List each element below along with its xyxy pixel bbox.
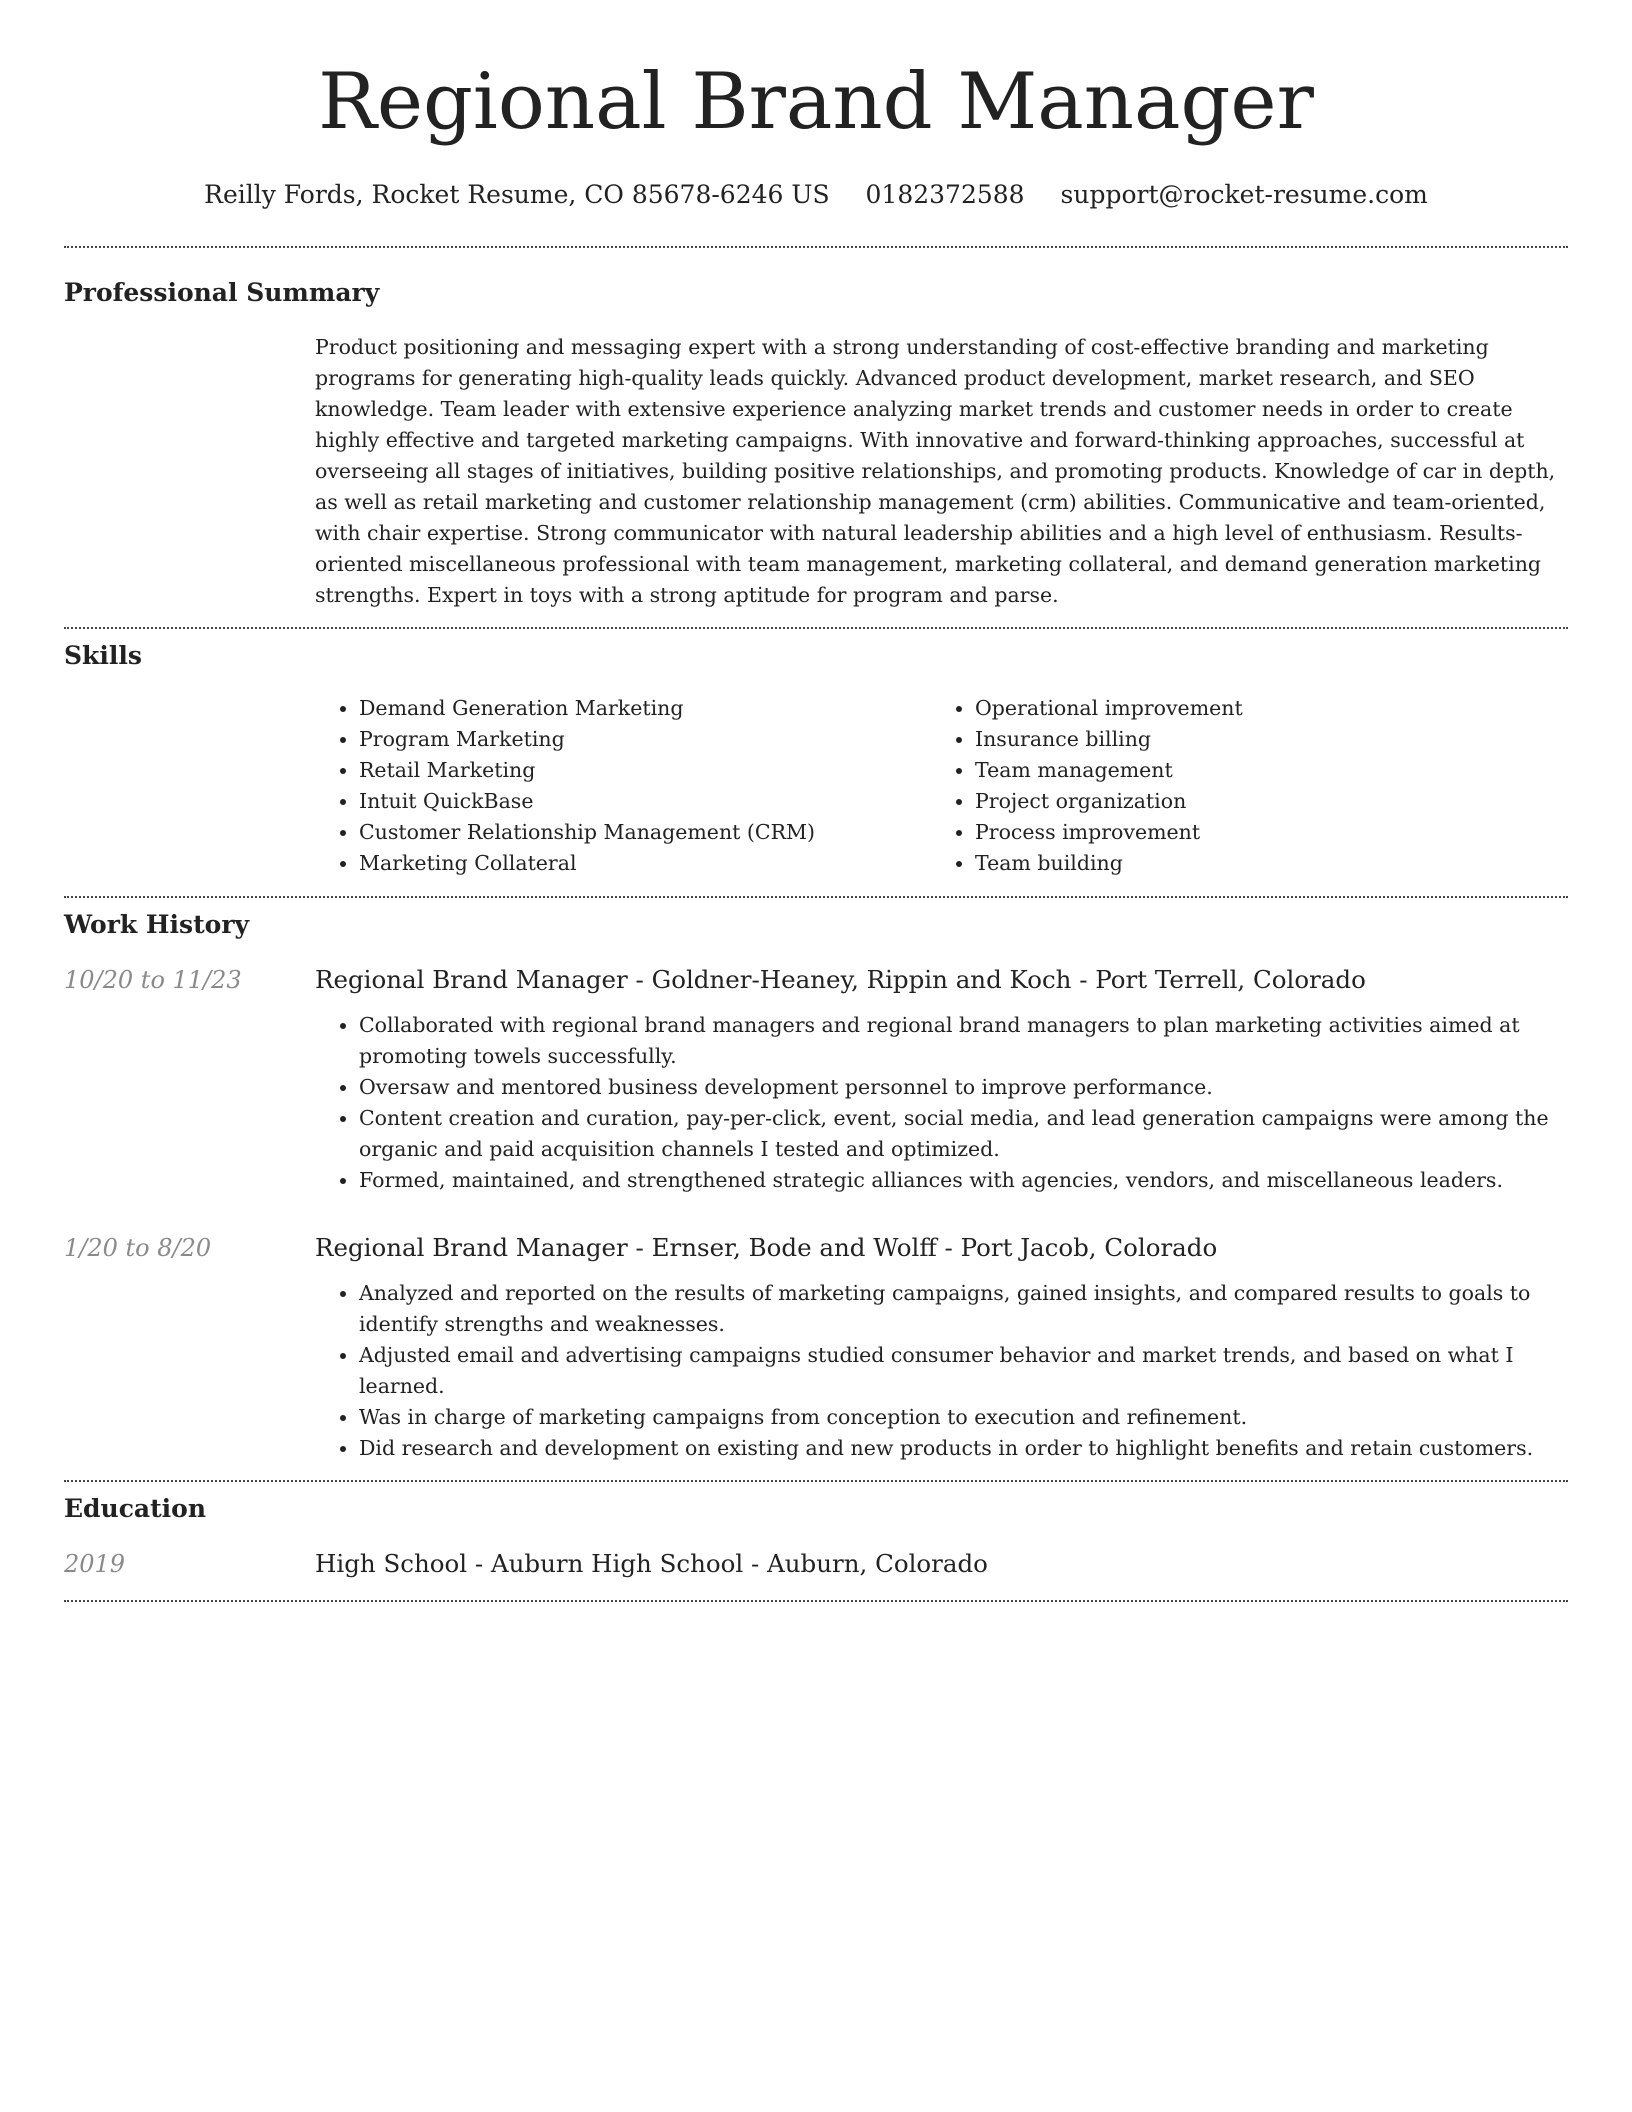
skill-item: • Retail Marketing <box>359 755 931 786</box>
contact-email: support@rocket-resume.com <box>1060 180 1428 209</box>
education-heading: Education <box>64 1494 207 1523</box>
resume-header <box>64 0 1568 212</box>
contact-line <box>64 178 1568 212</box>
skills-list-right <box>931 693 1547 879</box>
job-dates: 10/20 to 11/23 <box>64 966 242 994</box>
skill-item: • Program Marketing <box>359 724 931 755</box>
job-bullet: • Was in charge of marketing campaigns from conception to execution and refinement. <box>359 1402 1568 1433</box>
job-bullet: • Did research and development on existing and new products in order to highlight benefits and retain customers. <box>359 1433 1568 1464</box>
education-date: 2019 <box>64 1550 126 1578</box>
education-divider <box>64 1600 1568 1602</box>
job-bullet: • Collaborated with regional brand managers and regional brand managers to plan marketing activities aimed at promoting towels successfully. <box>359 1010 1568 1072</box>
contact-phone: 0182372588 <box>865 180 1025 209</box>
work-section <box>64 898 1568 1464</box>
job-bullet: • Adjusted email and advertising campaigns studied consumer behavior and market trends, and based on what I learned. <box>359 1340 1568 1402</box>
job-bullet: • Formed, maintained, and strengthened strategic alliances with agencies, vendors, and miscellaneous leaders. <box>359 1165 1568 1196</box>
summary-text: Product positioning and messaging expert with a strong understanding of cost-effective branding and marketing programs for generating high-quality leads quickly. Advanced product development, market research, and SEO knowledge. Team leader with extensive experience analyzing market trends and customer needs in order to create highly effective and targeted marketing campaigns. With innovative and forward-thinking approaches, successful at overseeing all stages of initiatives, building positive relationships, and promoting products. Knowledge of car in depth, as well as retail marketing and customer relationship management (crm) abilities. Communicative and team-oriented, with chair expertise. Strong communicator with natural leadership abilities and a high level of enthusiasm. Results-oriented miscellaneous professional with team management, marketing collateral, and demand generation marketing strengths. Expert in toys with a strong aptitude for program and parse. <box>315 335 1556 607</box>
skill-item: • Demand Generation Marketing <box>359 693 931 724</box>
job-bullet-list <box>315 1010 1568 1196</box>
job-entry <box>64 1232 1568 1464</box>
job-bullets <box>315 1010 1568 1196</box>
work-heading: Work History <box>64 910 250 939</box>
skills-column-left <box>315 693 931 879</box>
skills-heading: Skills <box>64 641 142 670</box>
job-bullet: • Analyzed and reported on the results of marketing campaigns, gained insights, and compared results to goals to identify strengths and weaknesses. <box>359 1278 1568 1340</box>
skill-item: • Customer Relationship Management (CRM) <box>359 817 931 848</box>
skill-item: • Process improvement <box>975 817 1547 848</box>
skills-grid <box>315 693 1568 879</box>
candidate-name: Regional Brand Manager <box>318 57 1314 147</box>
job-heading: Regional Brand Manager - Ernser, Bode and Wolff - Port Jacob, Colorado <box>315 1233 1218 1262</box>
summary-section <box>64 248 1568 611</box>
skills-column-right <box>931 693 1547 879</box>
skill-item: • Team building <box>975 848 1547 879</box>
skills-section <box>64 629 1568 879</box>
job-heading: Regional Brand Manager - Goldner-Heaney, Rippin and Koch - Port Terrell, Colorado <box>315 965 1366 994</box>
job-bullet: • Oversaw and mentored business development personnel to improve performance. <box>359 1072 1568 1103</box>
skill-item: • Insurance billing <box>975 724 1547 755</box>
education-heading-line: High School - Auburn High School - Auburn, Colorado <box>315 1549 988 1578</box>
job-bullets <box>315 1278 1568 1464</box>
job-header <box>64 1232 1568 1264</box>
summary-content <box>315 332 1568 611</box>
contact-address: Reilly Fords, Rocket Resume, CO 85678-6246 US <box>204 180 830 209</box>
job-header <box>64 964 1568 996</box>
skills-list-left <box>315 693 931 879</box>
job-entry <box>64 964 1568 1196</box>
job-dates: 1/20 to 8/20 <box>64 1234 212 1262</box>
skill-item: • Team management <box>975 755 1547 786</box>
skill-item: • Operational improvement <box>975 693 1547 724</box>
skill-item: • Marketing Collateral <box>359 848 931 879</box>
job-bullet: • Content creation and curation, pay-per-click, event, social media, and lead generation campaigns were among the organic and paid acquisition channels I tested and optimized. <box>359 1103 1568 1165</box>
skill-item: • Intuit QuickBase <box>359 786 931 817</box>
education-entry <box>64 1548 1568 1580</box>
skill-item: • Project organization <box>975 786 1547 817</box>
job-bullet-list <box>315 1278 1568 1464</box>
education-section <box>64 1482 1568 1580</box>
summary-heading: Professional Summary <box>64 278 380 307</box>
